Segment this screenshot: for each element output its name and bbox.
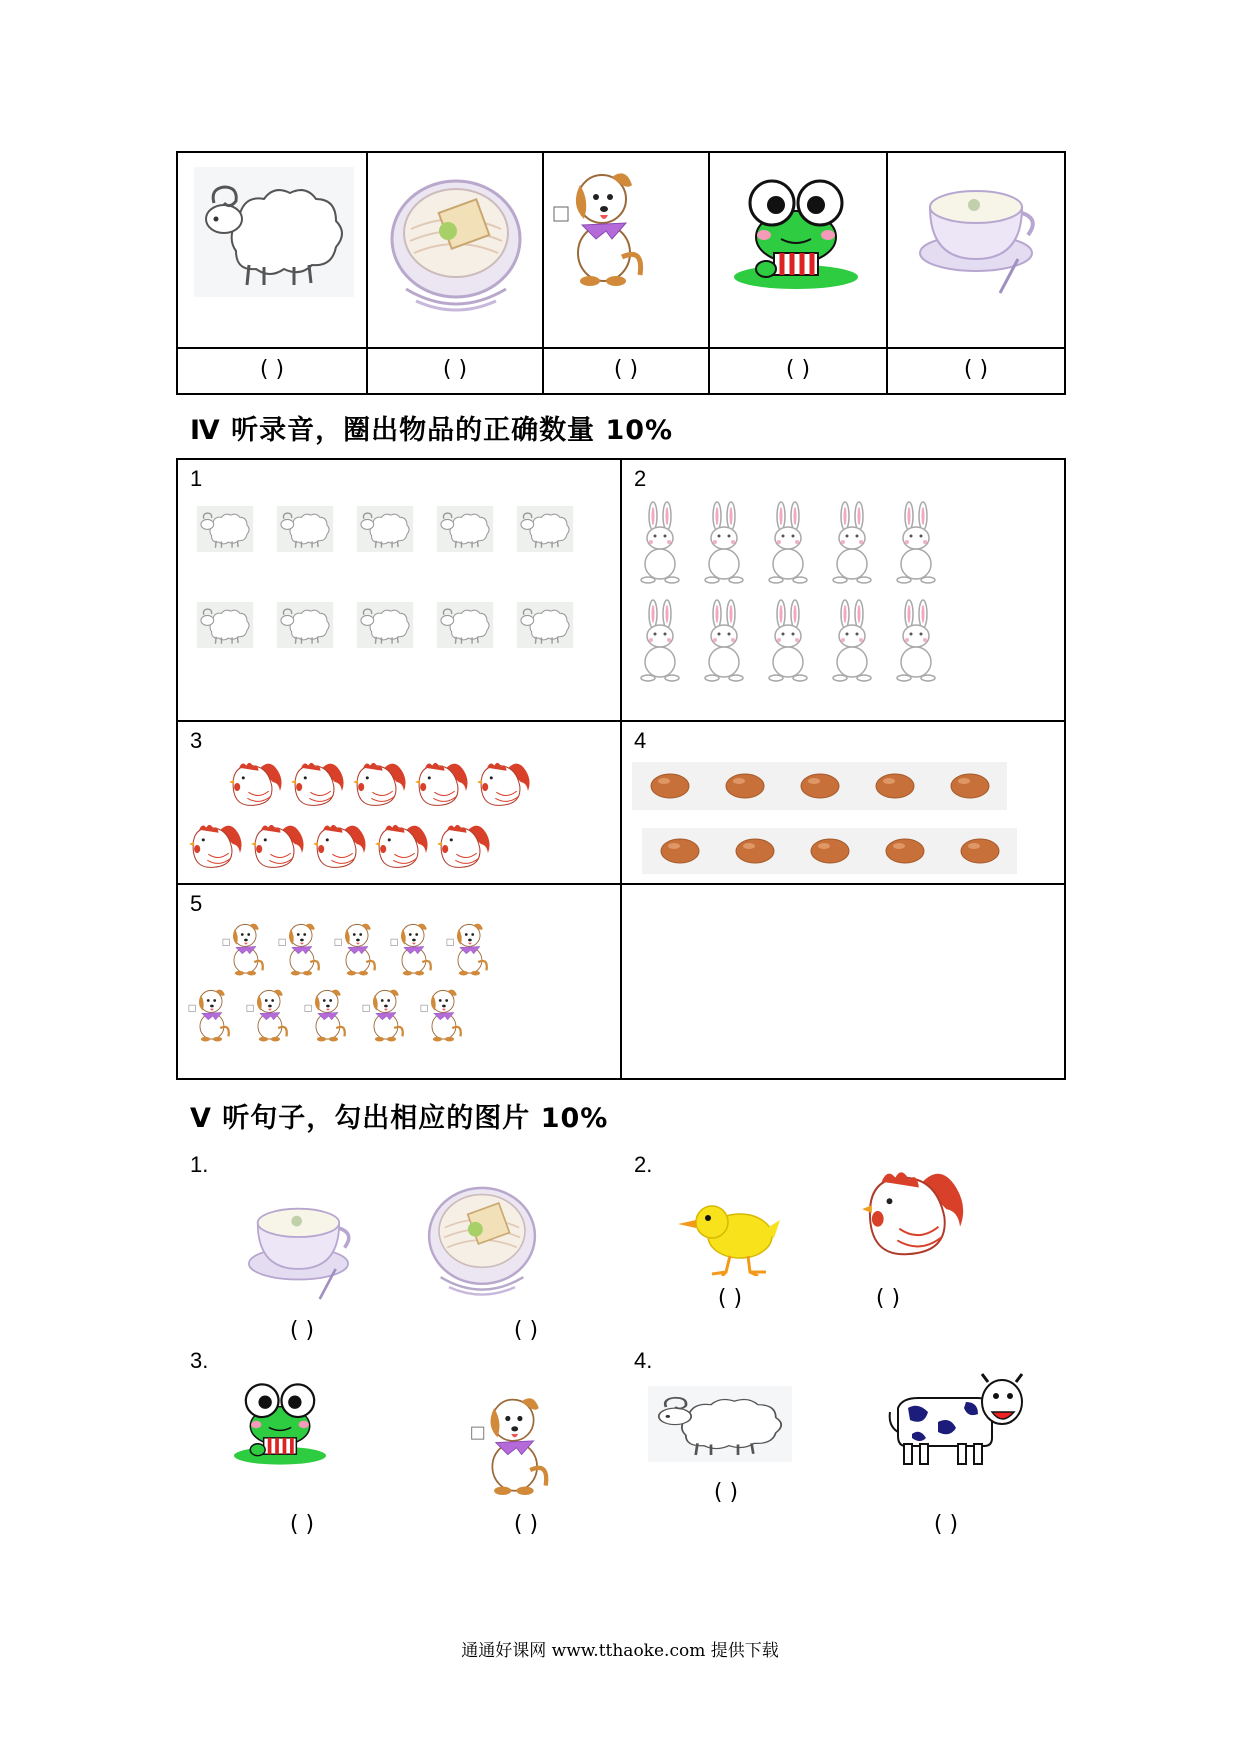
soup-icon[interactable] xyxy=(240,1186,364,1304)
count-cell-2[interactable] xyxy=(621,459,1065,721)
soup-icon xyxy=(910,167,1050,297)
answer-blank[interactable]: ( ) xyxy=(289,1512,315,1537)
rabbit-row-1 xyxy=(638,500,938,584)
rabbit-icon xyxy=(894,598,938,682)
sheep-icon xyxy=(352,602,418,648)
egg-icon xyxy=(808,836,852,866)
cell-number: 1 xyxy=(190,466,203,491)
cell-number: 5 xyxy=(190,891,203,916)
egg-row-1 xyxy=(632,762,1007,810)
answer-blank[interactable]: ( ) xyxy=(543,348,709,394)
count-cell-1[interactable] xyxy=(177,459,621,721)
rabbit-icon xyxy=(894,500,938,584)
sheep-icon xyxy=(272,506,338,552)
answer-blank[interactable]: ( ) xyxy=(367,348,543,394)
answer-blank[interactable]: ( ) xyxy=(513,1318,539,1343)
rabbit-icon xyxy=(702,500,746,584)
hen-icon xyxy=(436,818,492,874)
hen-icon xyxy=(414,756,470,812)
footer-text: 通通好课网 www.tthaoke.com 提供下载 xyxy=(461,1641,779,1661)
puppy-icon xyxy=(222,915,268,977)
sheep-icon xyxy=(192,602,258,648)
puppy-icon xyxy=(304,981,350,1043)
question-number: 4. xyxy=(634,1348,653,1373)
cow-icon[interactable] xyxy=(888,1372,1028,1468)
rabbit-icon xyxy=(766,500,810,584)
chick-icon[interactable] xyxy=(674,1196,784,1276)
answer-blank[interactable]: ( ) xyxy=(933,1512,959,1537)
rabbit-icon xyxy=(766,598,810,682)
hen-icon[interactable] xyxy=(860,1164,968,1262)
rabbit-icon xyxy=(830,598,874,682)
egg-icon xyxy=(883,836,927,866)
sheep-icon xyxy=(192,506,258,552)
answer-blank[interactable]: ( ) xyxy=(709,348,887,394)
hen-icon xyxy=(290,756,346,812)
hen-icon xyxy=(312,818,368,874)
egg-icon xyxy=(798,771,842,801)
sheep-icon xyxy=(512,602,578,648)
answer-blank[interactable]: ( ) xyxy=(513,1512,539,1537)
hen-icon xyxy=(476,756,532,812)
sheep-row-2 xyxy=(192,602,578,648)
puppy-icon xyxy=(246,981,292,1043)
hen-row-2 xyxy=(188,818,492,874)
section-4-heading: Ⅳ 听录音，圈出物品的正确数量 10% xyxy=(190,415,674,446)
hen-icon xyxy=(250,818,306,874)
frog-icon xyxy=(726,173,866,293)
egg-icon xyxy=(723,771,767,801)
egg-icon xyxy=(733,836,777,866)
sheep-icon[interactable] xyxy=(648,1386,792,1462)
puppy-row-2 xyxy=(188,981,466,1043)
puppy-icon xyxy=(446,915,492,977)
rabbit-icon xyxy=(638,598,682,682)
frog-icon[interactable] xyxy=(228,1378,332,1468)
count-table xyxy=(176,458,1066,1080)
sheep-icon xyxy=(432,506,498,552)
egg-row-2 xyxy=(642,828,1017,874)
picture-cell-2 xyxy=(367,152,543,348)
hen-icon xyxy=(352,756,408,812)
hen-icon xyxy=(228,756,284,812)
sheep-icon xyxy=(512,506,578,552)
question-number: 2. xyxy=(634,1152,653,1177)
cell-number: 3 xyxy=(190,728,203,753)
sheep-icon xyxy=(272,602,338,648)
answer-blank[interactable]: ( ) xyxy=(289,1318,315,1343)
puppy-icon xyxy=(278,915,324,977)
hen-row-1 xyxy=(228,756,532,812)
answer-blank[interactable]: ( ) xyxy=(717,1286,743,1311)
answer-blank[interactable]: ( ) xyxy=(177,348,367,394)
puppy-icon xyxy=(552,157,652,287)
picture-cell-5 xyxy=(887,152,1065,348)
egg-icon xyxy=(958,836,1002,866)
puppy-icon[interactable] xyxy=(470,1384,556,1496)
sheep-icon xyxy=(432,602,498,648)
rabbit-row-2 xyxy=(638,598,938,682)
empty-cell xyxy=(621,884,1065,1079)
puppy-icon xyxy=(188,981,234,1043)
rabbit-icon xyxy=(638,500,682,584)
question-number: 3. xyxy=(190,1348,209,1373)
sheep-row-1 xyxy=(192,506,578,552)
hen-icon xyxy=(188,818,244,874)
noodles-icon xyxy=(386,169,526,319)
picture-answer-table xyxy=(176,151,1066,395)
puppy-icon xyxy=(420,981,466,1043)
puppy-icon xyxy=(334,915,380,977)
answer-blank[interactable]: ( ) xyxy=(713,1480,739,1505)
picture-cell-4 xyxy=(709,152,887,348)
count-cell-4[interactable] xyxy=(621,721,1065,884)
cell-number: 4 xyxy=(634,728,647,753)
puppy-icon xyxy=(390,915,436,977)
sheep-icon xyxy=(194,167,354,297)
section-5-heading: Ⅴ 听句子，勾出相应的图片 10% xyxy=(190,1103,609,1134)
egg-icon xyxy=(658,836,702,866)
picture-cell-1 xyxy=(177,152,367,348)
rabbit-icon xyxy=(830,500,874,584)
noodles-icon[interactable] xyxy=(424,1178,540,1302)
count-cell-3[interactable] xyxy=(177,721,621,884)
puppy-icon xyxy=(362,981,408,1043)
count-cell-5[interactable] xyxy=(177,884,621,1079)
answer-blank[interactable]: ( ) xyxy=(887,348,1065,394)
egg-icon xyxy=(948,771,992,801)
question-number: 1. xyxy=(190,1152,209,1177)
egg-icon xyxy=(873,771,917,801)
hen-icon xyxy=(374,818,430,874)
puppy-row-1 xyxy=(222,915,492,977)
egg-icon xyxy=(648,771,692,801)
answer-blank[interactable]: ( ) xyxy=(875,1286,901,1311)
cell-number: 2 xyxy=(634,466,647,491)
rabbit-icon xyxy=(702,598,746,682)
picture-cell-3 xyxy=(543,152,709,348)
sheep-icon xyxy=(352,506,418,552)
